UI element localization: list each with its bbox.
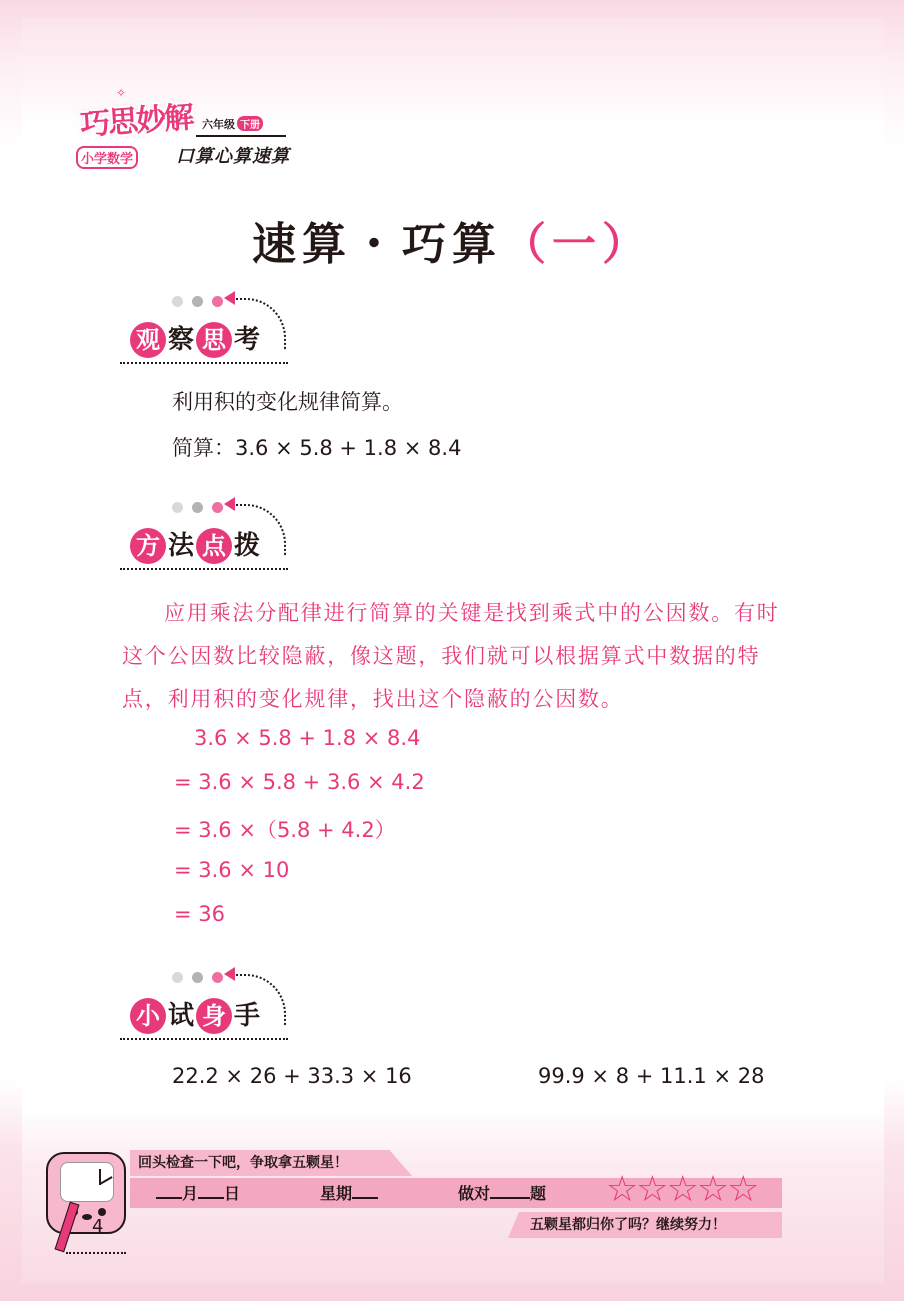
solution-step: 3.6 × 5.8 + 1.8 × 8.4 — [194, 726, 421, 750]
star-icon[interactable]: ☆ — [606, 1169, 639, 1210]
volume-badge: 下册 — [237, 116, 263, 131]
book-title: 口算心算速算 — [176, 146, 290, 167]
progress-dots — [172, 972, 232, 984]
title-main: 速算・巧算 — [252, 219, 502, 270]
grade-text: 六年级 — [202, 118, 235, 131]
series-logo — [72, 86, 302, 176]
wave-decoration — [66, 1248, 126, 1254]
encourage-text: 五颗星都归你了吗？继续努力！ — [530, 1217, 726, 1233]
section-underline — [120, 362, 288, 364]
weekday-field — [320, 1181, 378, 1204]
practice-problem-1: 22.2 × 26 + 33.3 × 16 — [172, 1064, 412, 1088]
section-underline — [120, 568, 288, 570]
section-char: 察 — [168, 325, 195, 355]
correct-label: 做对 — [458, 1184, 491, 1203]
section-char: 手 — [234, 1001, 261, 1031]
score-field — [458, 1181, 546, 1204]
arrow-icon — [224, 967, 235, 981]
logo-divider — [196, 135, 286, 137]
grade-label — [202, 116, 263, 132]
subject-badge: 小学数学 — [76, 146, 138, 169]
clock-mascot-icon — [46, 1152, 126, 1234]
section-char: 点 — [196, 528, 232, 564]
star-icon[interactable]: ☆ — [636, 1169, 669, 1210]
section-underline — [120, 1038, 288, 1040]
section-title — [130, 528, 262, 564]
question-label: 题 — [530, 1184, 547, 1203]
section-char: 试 — [168, 1001, 195, 1031]
example-problem: 简算：3.6 × 5.8 + 1.8 × 8.4 — [172, 436, 462, 460]
section-char: 观 — [130, 322, 166, 358]
method-paragraph: 应用乘法分配律进行简算的关键是找到乘式中的公因数。有时这个公因数比较隐蔽，像这题，我们就可以根据算式中数据的特点，利用积的变化规律，找出这个隐蔽的公因数。 — [122, 601, 780, 711]
section-char: 小 — [130, 998, 166, 1034]
star-icon[interactable]: ☆ — [696, 1169, 730, 1210]
solution-step: = 36 — [174, 902, 225, 926]
star-rating — [606, 1169, 760, 1210]
page-number: 4 — [92, 1216, 104, 1237]
solution-step: = 3.6 × 10 — [174, 858, 290, 882]
review-prompt: 回头检查一下吧，争取拿五颗星！ — [138, 1155, 348, 1171]
arrow-icon — [224, 497, 235, 511]
section-char: 拨 — [234, 531, 261, 561]
weekday-label: 星期 — [320, 1184, 353, 1203]
section-title — [130, 998, 262, 1034]
solution-step: = 3.6 × 5.8 + 3.6 × 4.2 — [174, 770, 425, 794]
section-char: 思 — [196, 322, 232, 358]
section-char: 方 — [130, 528, 166, 564]
title-number: （一） — [502, 219, 652, 270]
solution-step: = 3.6 ×（5.8 + 4.2） — [174, 818, 396, 842]
day-label: 日 — [224, 1184, 241, 1203]
correct-blank[interactable] — [490, 1185, 530, 1199]
section-header-practice — [120, 972, 320, 1052]
instruction-text: 利用积的变化规律简算。 — [172, 390, 403, 414]
star-icon[interactable]: ☆ — [666, 1169, 699, 1210]
arrow-icon — [224, 291, 235, 305]
footer — [0, 1140, 904, 1300]
practice-problem-2: 99.9 × 8 + 11.1 × 28 — [538, 1064, 765, 1088]
sparkle-icon: ✧ — [116, 86, 127, 100]
section-title — [130, 322, 262, 358]
weekday-blank[interactable] — [352, 1185, 378, 1199]
section-header-method — [120, 502, 320, 582]
month-label: 月 — [182, 1184, 199, 1203]
section-char: 考 — [234, 325, 261, 355]
star-icon[interactable]: ☆ — [727, 1169, 760, 1210]
section-header-observe — [120, 296, 320, 376]
logo-title: 巧思妙解 — [79, 100, 194, 143]
page-title — [0, 208, 904, 272]
clock-face — [60, 1162, 114, 1202]
section-char: 身 — [196, 998, 232, 1034]
month-blank[interactable] — [156, 1185, 182, 1199]
day-blank[interactable] — [198, 1185, 224, 1199]
progress-dots — [172, 502, 232, 514]
date-field — [156, 1181, 240, 1204]
progress-dots — [172, 296, 232, 308]
section-char: 法 — [168, 531, 195, 561]
